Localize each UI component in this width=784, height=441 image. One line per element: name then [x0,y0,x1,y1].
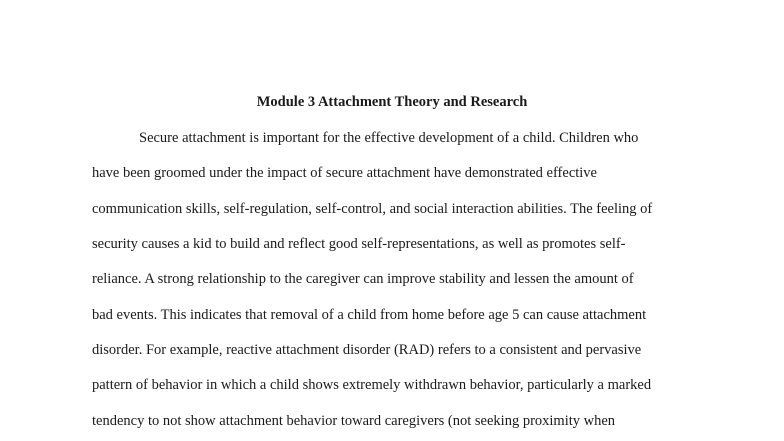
paragraph-line-4: security causes a kid to build and reflect good self-representations, as well as promotes self- [92,236,626,252]
paragraph-line-8: pattern of behavior in which a child shows extremely withdrawn behavior, particularly a marked [92,377,652,393]
paragraph-line-5: reliance. A strong relationship to the caregiver can improve stability and lessen the amount of [92,271,634,287]
document-title: Module 3 Attachment Theory and Research [256,94,528,110]
paragraph-line-1: Secure attachment is important for the effective development of a child. Children who [139,130,639,146]
paragraph-line-2: have been groomed under the impact of secure attachment have demonstrated effective [92,165,597,181]
paragraph-line-3: communication skills, self-regulation, self-control, and social interaction abilities. The feeling of [92,201,653,217]
paragraph-line-7: disorder. For example, reactive attachment disorder (RAD) refers to a consistent and pervasive [92,342,642,358]
paragraph-line-6: bad events. This indicates that removal of a child from home before age 5 can cause attachment [92,307,647,323]
paragraph-line-9: tendency to not show attachment behavior toward caregivers (not seeking proximity when [92,413,616,429]
